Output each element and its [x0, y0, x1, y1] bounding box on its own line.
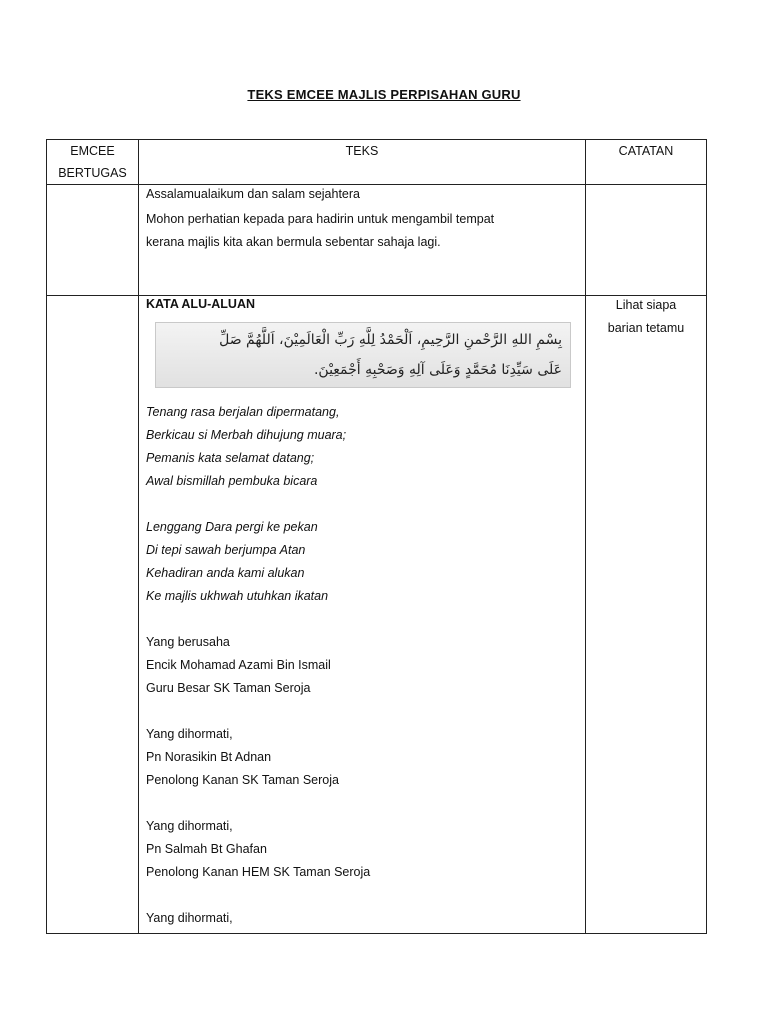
- guest-position: Penolong Kanan HEM SK Taman Seroja: [146, 865, 371, 879]
- row1-teks-cell: [139, 185, 586, 296]
- pantun-line: Lenggang Dara pergi ke pekan: [146, 520, 318, 534]
- guest-name: Pn Salmah Bt Ghafan: [146, 842, 267, 856]
- header-catatan-label: CATATAN: [618, 144, 674, 158]
- header-emcee-line2: BERTUGAS: [58, 166, 127, 180]
- text-line: kerana majlis kita akan bermula sebentar sahaja lagi.: [146, 235, 441, 249]
- arabic-line: بِسْمِ اللهِ الرَّحْمنِ الرَّحِيمِ، اَلْحَمْدُ لِلَّهِ رَبِّ الْعَالَمِيْنَ، اَللَّهُمَّ صَلِّ: [219, 332, 562, 348]
- guest-position: Penolong Kanan SK Taman Seroja: [146, 773, 339, 787]
- pantun-line: Tenang rasa berjalan dipermatang,: [146, 405, 340, 419]
- document-title: TEKS EMCEE MAJLIS PERPISAHAN GURU: [247, 87, 521, 102]
- text-line: Mohon perhatian kepada para hadirin untuk mengambil tempat: [146, 212, 495, 226]
- pantun-line: Pemanis kata selamat datang;: [146, 451, 315, 465]
- guest-position: Guru Besar SK Taman Seroja: [146, 681, 311, 695]
- row2-catatan-cell: [586, 296, 707, 934]
- guest-salutation: Yang dihormati,: [146, 727, 233, 741]
- header-emcee-line1: EMCEE: [70, 144, 115, 158]
- guest-salutation: Yang berusaha: [146, 635, 230, 649]
- section-heading: KATA ALU-ALUAN: [146, 297, 256, 311]
- guest-name: Encik Mohamad Azami Bin Ismail: [146, 658, 331, 672]
- emcee-table: [46, 139, 707, 934]
- pantun-line: Di tepi sawah berjumpa Atan: [146, 543, 306, 557]
- table-row: [47, 185, 707, 296]
- note-line: barian tetamu: [607, 321, 685, 335]
- row2-emcee-cell: [47, 296, 139, 934]
- row1-emcee-cell: [47, 185, 139, 296]
- header-teks-label: TEKS: [345, 144, 379, 158]
- guest-salutation: Yang dihormati,: [146, 819, 233, 833]
- guest-name: Pn Norasikin Bt Adnan: [146, 750, 272, 764]
- row1-catatan-cell: [586, 185, 707, 296]
- header-catatan: [586, 140, 707, 185]
- guest-block: [146, 815, 585, 884]
- row2-teks-cell: [139, 296, 586, 934]
- table-header-row: [47, 140, 707, 185]
- pantun-line: Ke majlis ukhwah utuhkan ikatan: [146, 589, 329, 603]
- text-line: Assalamualaikum dan salam sejahtera: [146, 187, 360, 201]
- guest-block: [146, 723, 585, 792]
- header-teks: [139, 140, 586, 185]
- pantun-2: [146, 516, 585, 608]
- guest-block: [146, 631, 585, 700]
- arabic-doa-image: [155, 322, 571, 388]
- note-line: Lihat siapa: [615, 298, 677, 312]
- pantun-line: Kehadiran anda kami alukan: [146, 566, 305, 580]
- pantun-line: Berkicau si Merbah dihujung muara;: [146, 428, 347, 442]
- pantun-line: Awal bismillah pembuka bicara: [146, 474, 318, 488]
- table-row: [47, 296, 707, 934]
- header-emcee: [47, 140, 139, 185]
- guest-salutation: Yang dihormati,: [146, 911, 233, 925]
- pantun-1: [146, 401, 585, 493]
- arabic-line: عَلَى سَيِّدِنَا مُحَمَّدٍ وَعَلَى آلِهِ وَصَحْبِهِ أَجْمَعِيْنَ.: [313, 362, 562, 378]
